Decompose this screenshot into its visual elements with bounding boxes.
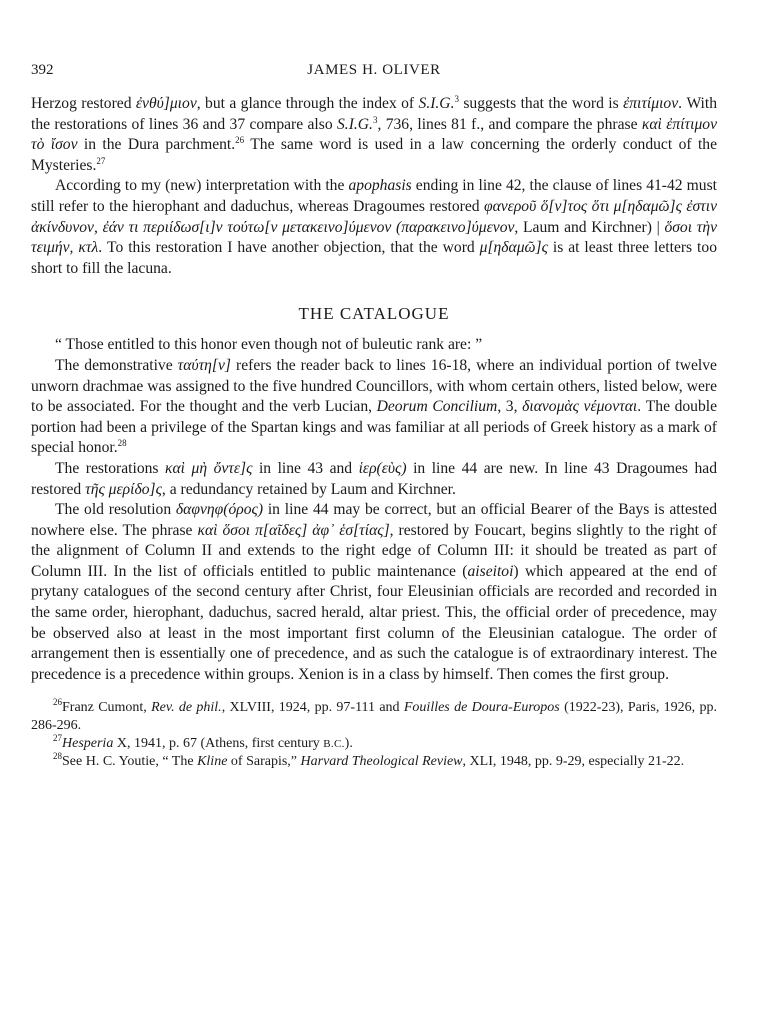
greek-text: ὅσοι τὴν τειμήν, κτλ — [31, 218, 717, 257]
footnotes — [31, 699, 717, 770]
greek-text: καὶ ὅσοι π[αῖδες] ἀφ᾽ ἑσ[τίας] — [197, 521, 390, 539]
footnote-ref-26: 26 — [235, 135, 245, 146]
greek-text: ἱερ(εὺς) — [358, 459, 407, 477]
greek-text: καὶ ἐπίτιμον τὸ ἴσον — [31, 115, 717, 154]
paragraph-restorations: The restorations καὶ μὴ ὄντε]ς in line 43 and ἱερ(εὺς) in line 44 are new. In line 43 Dragoumes had restored τῆς μερίδο]ς, a redundancy retained by Laum and Kirchner. — [31, 459, 718, 498]
paragraph-demonstrative: The demonstrative ταύτη[ν] refers the reader back to lines 16-18, where an individual portion of twelve unworn drachmae was assigned to the five hundred Councillors, with whom certain others, listed below, were to be associated. For the thought and the verb Lucian, Deorum Concilium, 3, διανομὰς νέμονται. The double portion had been a privilege of the Spartan kings and was familiar at all periods of Greek history as a mark of special honor.$^{28}$ — [31, 356, 718, 457]
footnote-ref-27: 27 — [96, 155, 106, 166]
greek-text: μ[ηδαμῶ]ς — [479, 239, 548, 257]
greek-text: φανεροῦ ὅ[ν]τος ὅτι μ[ηδαμῶ]ς ἐστιν ἀκίνδυνον, ἐάν τι περιίδωσ[ι]ν τούτω[ν μετακεινο]ύμενον (παρακεινο]ύμενον — [31, 197, 717, 236]
page — [31, 62, 717, 771]
footnote-26: $^{26}$Franz Cumont, Rev. de phil., XLVIII, 1924, pp. 97-111 and Fouilles de Doura-Europos (1922-23), Paris, 1926, pp. 286-296. — [31, 697, 717, 734]
footnote-28: $^{28}$See H. C. Youtie, “ The Kline of Sarapis,” Harvard Theological Review, XLI, 1948, pp. 9-29, especially 21-22. — [53, 751, 685, 770]
greek-text: ἐνθύ]μιον — [135, 95, 197, 112]
greek-text: διανομὰς νέμονται — [522, 398, 638, 416]
page-number: 392 — [31, 62, 54, 78]
footnote-ref-28: 28 — [117, 438, 127, 449]
paragraph-herzog: Herzog restored ἐνθύ]μιον, but a glance through the index of S.I.G.$^3$ suggests that the word is ἐπιτίμιον. With the restorations of lines 36 and 37 compare also S.I.G.$^3$, 736, lines 81 f., and compare the phrase καὶ ἐπίτιμον τὸ ἴσον in the Dura parchment.$^{26}$ The same word is used in a law concerning the orderly conduct of the Mysteries.$^{27}$ — [31, 94, 718, 174]
page-header — [31, 62, 717, 86]
citation-sig: S.I.G. — [418, 95, 455, 112]
greek-text: καὶ μὴ ὄντε]ς — [165, 459, 253, 477]
greek-text: ταύτη[ν] — [177, 356, 231, 374]
greek-text: ἐπιτίμιον — [623, 95, 679, 112]
footnote-27: $^{27}$Hesperia X, 1941, p. 67 (Athens, first century B.C.). — [53, 732, 353, 751]
greek-text: τῆς μερίδο]ς — [85, 480, 162, 498]
paragraph-resolution: The old resolution δαφνηφ(όρος) in line 44 may be correct, but an official Bearer of the Bays is attested nowhere else. The phrase καὶ ὅσοι π[αῖδες] ἀφ᾽ ἑσ[τίας], restored by Foucart, begins slightly to the right of the alignment of Column II and extends to the right edge of Column III: it should be treated as part of Column III. In the list of officials entitled to public maintenance (aiseitoi) which appeared at the end of prytany catalogues of the second century after Christ, four Eleusinian officials are recorded and recorded in the same order, hierophant, daduchus, sacred herald, altar priest. This, the official order of precedence, may be observed also at least in the most important first column of the Eleusinian catalogue. The order of arrangement then is essentially one of precedence, and as such the catalogue is of extraordinary interest. The precedence is a precedence within groups. Xenion is in a class by himself. Then comes the first group. — [31, 501, 717, 683]
quote-line: “ Those entitled to this honor even though not of buleutic rank are: ” — [55, 336, 483, 354]
paragraph-interpretation: According to my (new) interpretation with the apophasis ending in line 42, the clause of lines 41-42 must still refer to the hierophant and daduchus, whereas Dragoumes restored φανεροῦ ὅ[ν]τος ὅτι μ[ηδαμῶ]ς ἐστιν ἀκίνδυνον, ἐάν τι περιίδωσ[ι]ν τούτω[ν μετακεινο]ύμενον (παρακεινο]ύμενον, Laum and Kirchner) | ὅσοι τὴν τειμήν, κτλ. To this restoration I have another objection, that the word μ[ηδαμῶ]ς is at least three letters too short to fill the lacuna. — [31, 177, 717, 277]
greek-text: δαφνηφ(όρος) — [175, 501, 264, 519]
citation-sig: S.I.G. — [337, 115, 373, 133]
running-head: JAMES H. OLIVER — [307, 62, 441, 78]
section-heading: THE CATALOGUE — [298, 304, 450, 324]
